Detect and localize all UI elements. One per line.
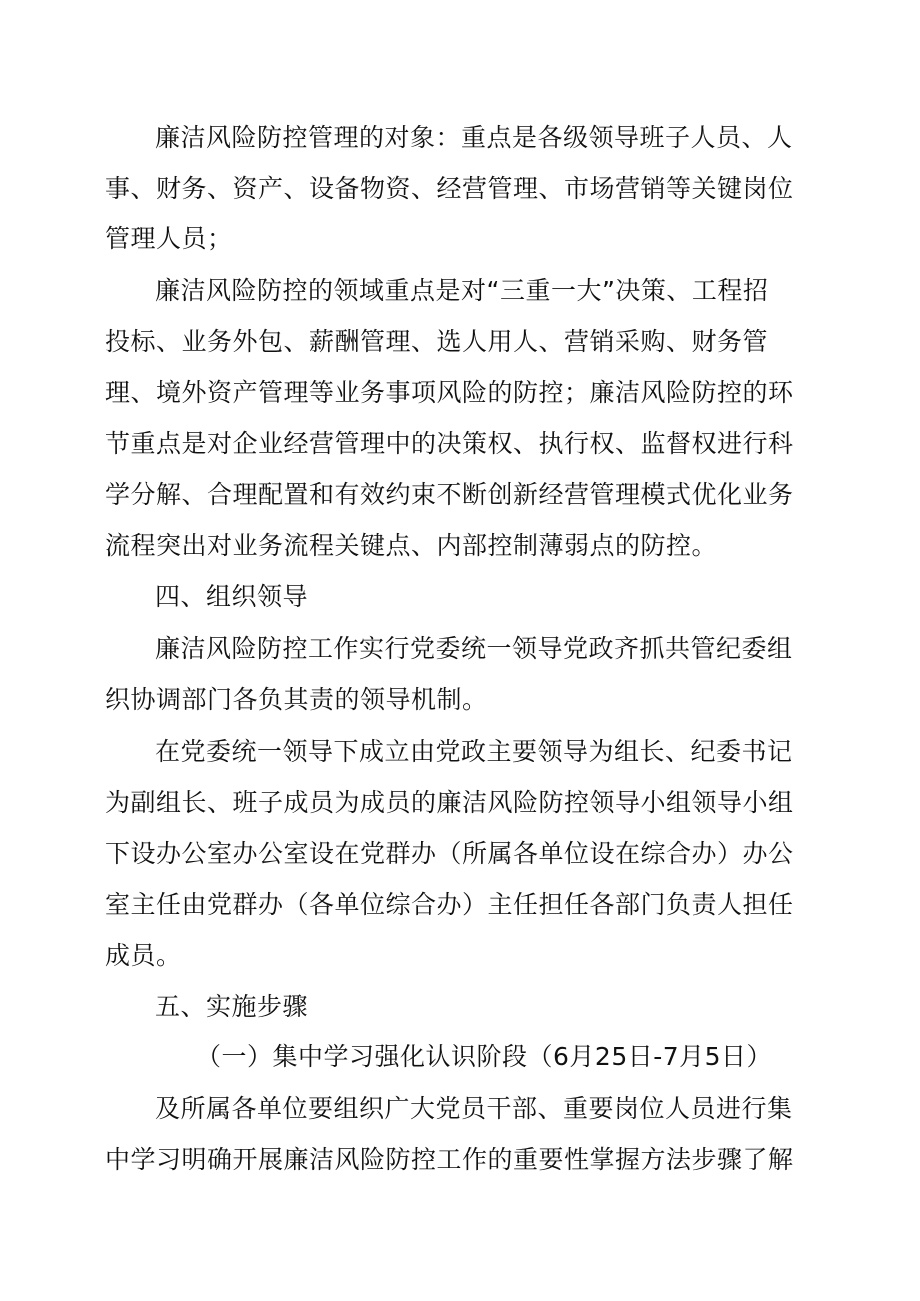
paragraph-group-line-3: 下设办公室办公室设在党群办（所属各单位设在综合办）办公 bbox=[105, 839, 794, 868]
paragraph-leadership-line-2: 织协调部门各负其责的领导机制。 bbox=[105, 685, 488, 714]
paragraph-study-line-1: 及所属各单位要组织广大党员干部、重要岗位人员进行集 bbox=[155, 1094, 793, 1123]
paragraph-group-line-5: 成员。 bbox=[105, 941, 182, 970]
paragraph-leadership-line-1: 廉洁风险防控工作实行党委统一领导党政齐抓共管纪委组 bbox=[155, 634, 793, 663]
section-heading-steps: 五、实施步骤 bbox=[155, 992, 309, 1021]
paragraph-study-line-2: 中学习明确开展廉洁风险防控工作的重要性掌握方法步骤了解 bbox=[105, 1145, 794, 1174]
paragraph-group-line-2: 为副组长、班子成员为成员的廉洁风险防控领导小组领导小组 bbox=[105, 788, 794, 817]
paragraph-fields-line-4: 节重点是对企业经营管理中的决策权、执行权、监督权进行科 bbox=[105, 429, 794, 458]
paragraph-group-line-1: 在党委统一领导下成立由党政主要领导为组长、纪委书记 bbox=[155, 737, 793, 766]
paragraph-fields-line-1: 廉洁风险防控的领域重点是对“三重一大”决策、工程招 bbox=[155, 276, 769, 305]
paragraph-objects-line-3: 管理人员； bbox=[105, 224, 233, 253]
paragraph-fields-line-6: 流程突出对业务流程关键点、内部控制薄弱点的防控。 bbox=[105, 531, 718, 560]
paragraph-fields-line-5: 学分解、合理配置和有效约束不断创新经营管理模式优化业务 bbox=[105, 480, 794, 509]
paragraph-fields-line-2: 投标、业务外包、薪酬管理、选人用人、营销采购、财务管 bbox=[105, 327, 769, 356]
paragraph-objects-line-2: 事、财务、资产、设备物资、经营管理、市场营销等关键岗位 bbox=[105, 174, 794, 203]
subsection-heading-study-phase: （一）集中学习强化认识阶段（6月25日-7月5日） bbox=[196, 1042, 773, 1071]
paragraph-fields-line-3: 理、境外资产管理等业务事项风险的防控；廉洁风险防控的环 bbox=[105, 378, 794, 407]
section-heading-organization: 四、组织领导 bbox=[155, 582, 309, 611]
paragraph-objects-line-1: 廉洁风险防控管理的对象：重点是各级领导班子人员、人 bbox=[155, 123, 793, 152]
paragraph-group-line-4: 室主任由党群办（各单位综合办）主任担任各部门负责人担任 bbox=[105, 890, 794, 919]
